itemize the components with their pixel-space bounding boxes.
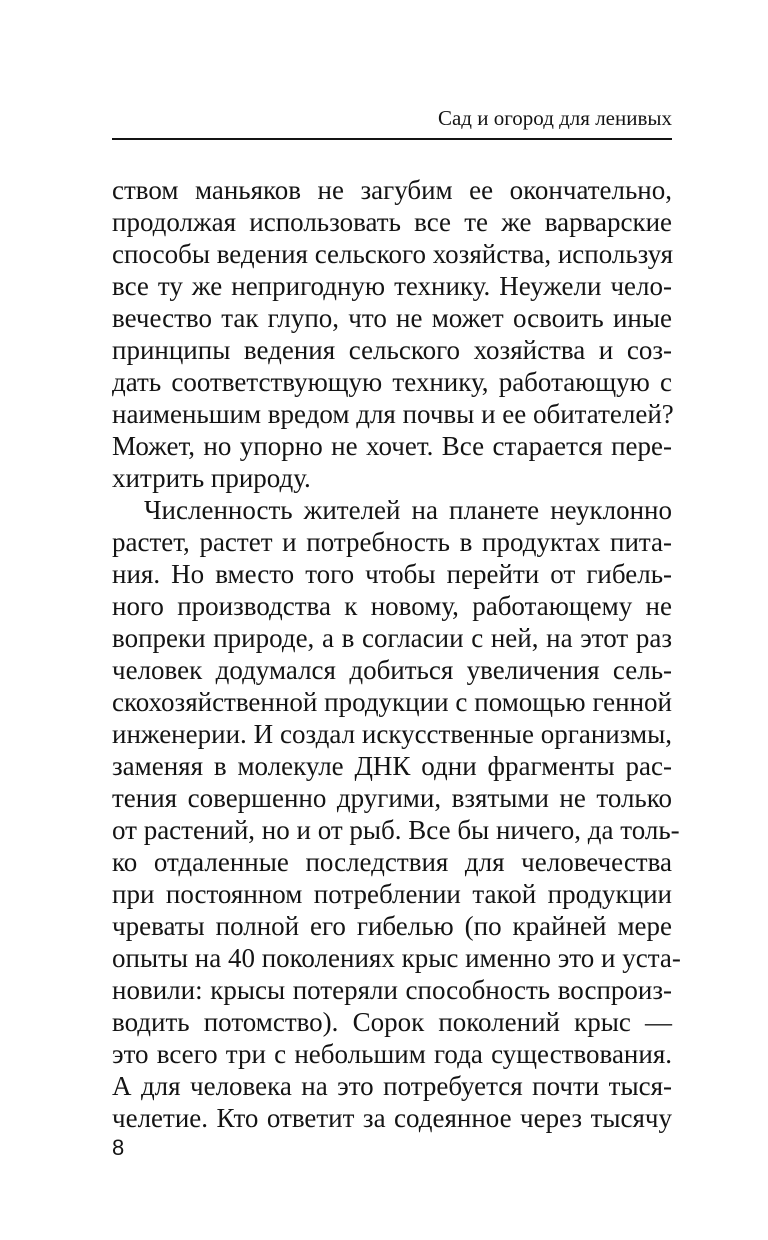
text-line: тения совершенно другими, взятыми не только <box>112 783 672 813</box>
page-number: 8 <box>112 1135 125 1160</box>
text-line: А для человека на это потребуется почти тыся- <box>112 1071 672 1101</box>
text-line: челетие. Кто ответит за содеянное через тысячу <box>112 1103 672 1133</box>
text-line: принципы ведения сельского хозяйства и соз- <box>112 335 672 365</box>
text-line: чреваты полной его гибелью (по крайней мере <box>112 911 672 941</box>
text-line: это всего три с небольшим года существования. <box>112 1039 672 1069</box>
text-line: при постоянном потреблении такой продукции <box>112 879 672 909</box>
text-line: заменяя в молекуле ДНК одни фрагменты рас- <box>112 751 672 781</box>
text-line: хитрить природу. <box>112 463 311 493</box>
text-line: человек додумался добиться увеличения сель- <box>112 655 672 685</box>
text-line: Может, но упорно не хочет. Все старается пере- <box>112 431 672 461</box>
text-line: вечество так глупо, что не может освоить иные <box>112 303 672 333</box>
text-line: ством маньяков не загубим ее окончательно, <box>112 175 672 205</box>
text-line: скохозяйственной продукции с помощью генной <box>112 687 672 717</box>
text-line: ного производства к новому, работающему не <box>112 591 672 621</box>
text-line: инженерии. И создал искусственные организмы, <box>112 719 672 749</box>
text-line: новили: крысы потеряли способность воспроиз- <box>112 975 672 1005</box>
running-head: Сад и огород для ленивых <box>437 106 672 130</box>
text-line: способы ведения сельского хозяйства, используя <box>112 239 674 269</box>
text-line: вопреки природе, а в согласии с ней, на этот раз <box>112 623 672 653</box>
text-line: все ту же непригодную технику. Неужели чело- <box>112 271 672 301</box>
text-line: ния. Но вместо того чтобы перейти от гибель- <box>112 559 672 589</box>
header-rule <box>112 138 672 140</box>
text-line: опыты на 40 поколениях крыс именно это и уста- <box>112 943 681 973</box>
text-line: Численность жителей на планете неуклонно <box>144 495 672 525</box>
text-line: дать соответствующую технику, работающую с <box>112 367 672 397</box>
text-line: ко отдаленные последствия для человечества <box>112 847 672 877</box>
text-line: наименьшим вредом для почвы и ее обитателей? <box>112 399 674 429</box>
text-line: водить потомство). Сорок поколений крыс — <box>112 1007 672 1037</box>
text-line: продолжая использовать все те же варварские <box>112 207 672 237</box>
text-line: растет, растет и потребность в продуктах пита- <box>112 527 672 557</box>
text-line: от растений, но и от рыб. Все бы ничего, да толь- <box>112 815 680 845</box>
